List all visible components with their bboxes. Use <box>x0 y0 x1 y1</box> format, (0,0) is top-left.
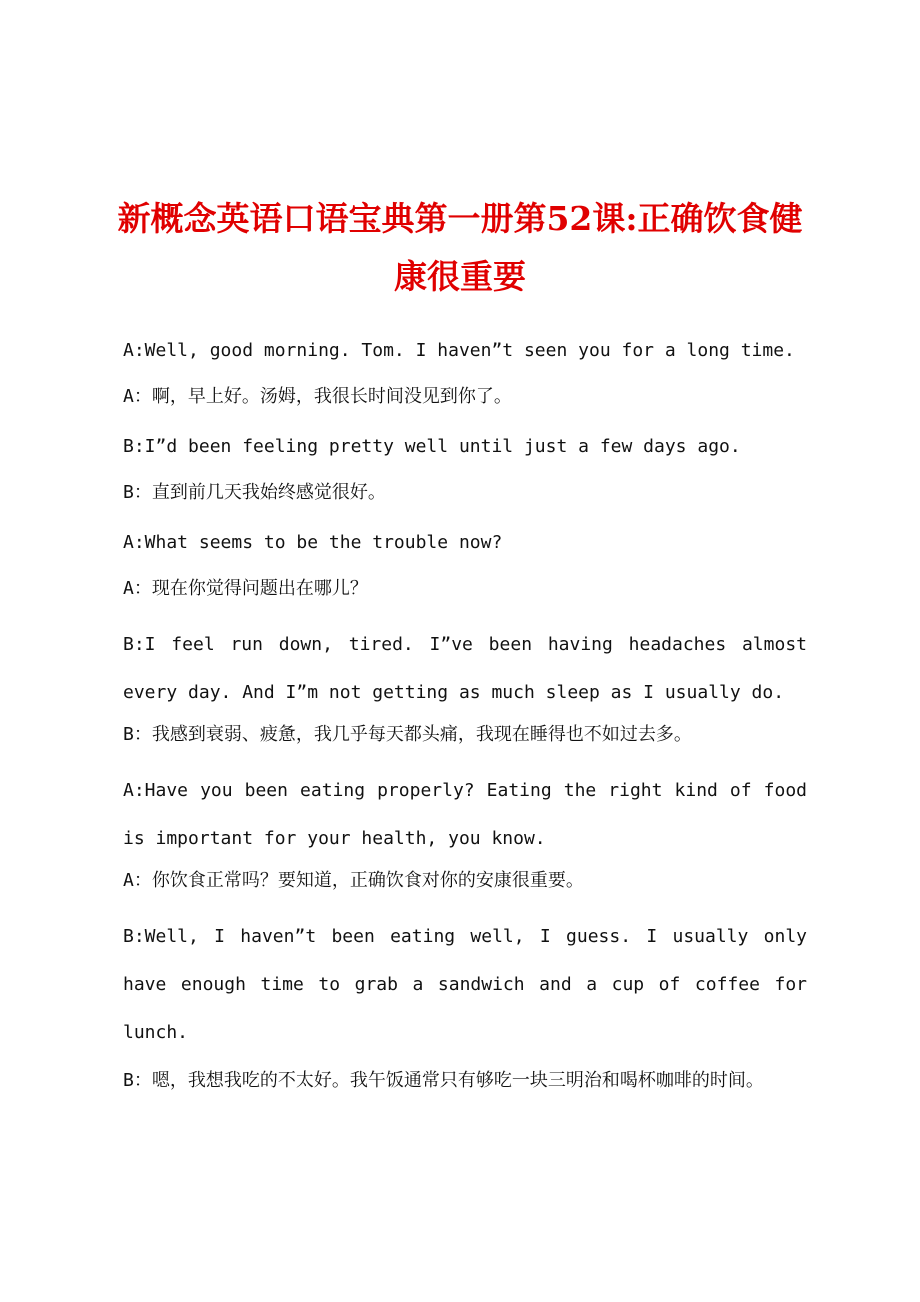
dialogue-body <box>123 333 807 1105</box>
dialogue-line-en: B:Well, I haven”t been eating well, I guess. I usually only have enough time to grab a sandwich and a cup of coffee for lunch. <box>123 926 807 1043</box>
dialogue-line-zh: A：你饮食正常吗？要知道，正确饮食对你的安康很重要。 <box>123 870 584 891</box>
dialogue-line-zh: B：我感到衰弱、疲惫，我几乎每天都头痛，我现在睡得也不如过去多。 <box>123 724 692 745</box>
dialogue-line-zh: A：现在你觉得问题出在哪儿？ <box>123 578 368 599</box>
dialogue-line-en: A:Well, good morning. Tom. I haven”t seen you for a long time. <box>123 340 795 361</box>
dialogue-line-zh: B：嗯，我想我吃的不太好。我午饭通常只有够吃一块三明治和喝杯咖啡的时间。 <box>123 1070 764 1091</box>
dialogue-line-zh: A：啊，早上好。汤姆，我很长时间没见到你了。 <box>123 386 512 407</box>
dialogue-line-zh: B：直到前几天我始终感觉很好。 <box>123 482 386 503</box>
document-title: 新概念英语口语宝典第一册第52课:正确饮食健康很重要 <box>117 199 803 296</box>
dialogue-line-en: B:I feel run down, tired. I”ve been having headaches almost every day. And I”m not getting as much sleep as I usually do. <box>123 634 807 703</box>
dialogue-line-en: A:What seems to be the trouble now? <box>123 532 503 553</box>
dialogue-line-en: B:I”d been feeling pretty well until just a few days ago. <box>123 436 741 457</box>
dialogue-line-en: A:Have you been eating properly? Eating the right kind of food is important for your health, you know. <box>123 780 807 849</box>
